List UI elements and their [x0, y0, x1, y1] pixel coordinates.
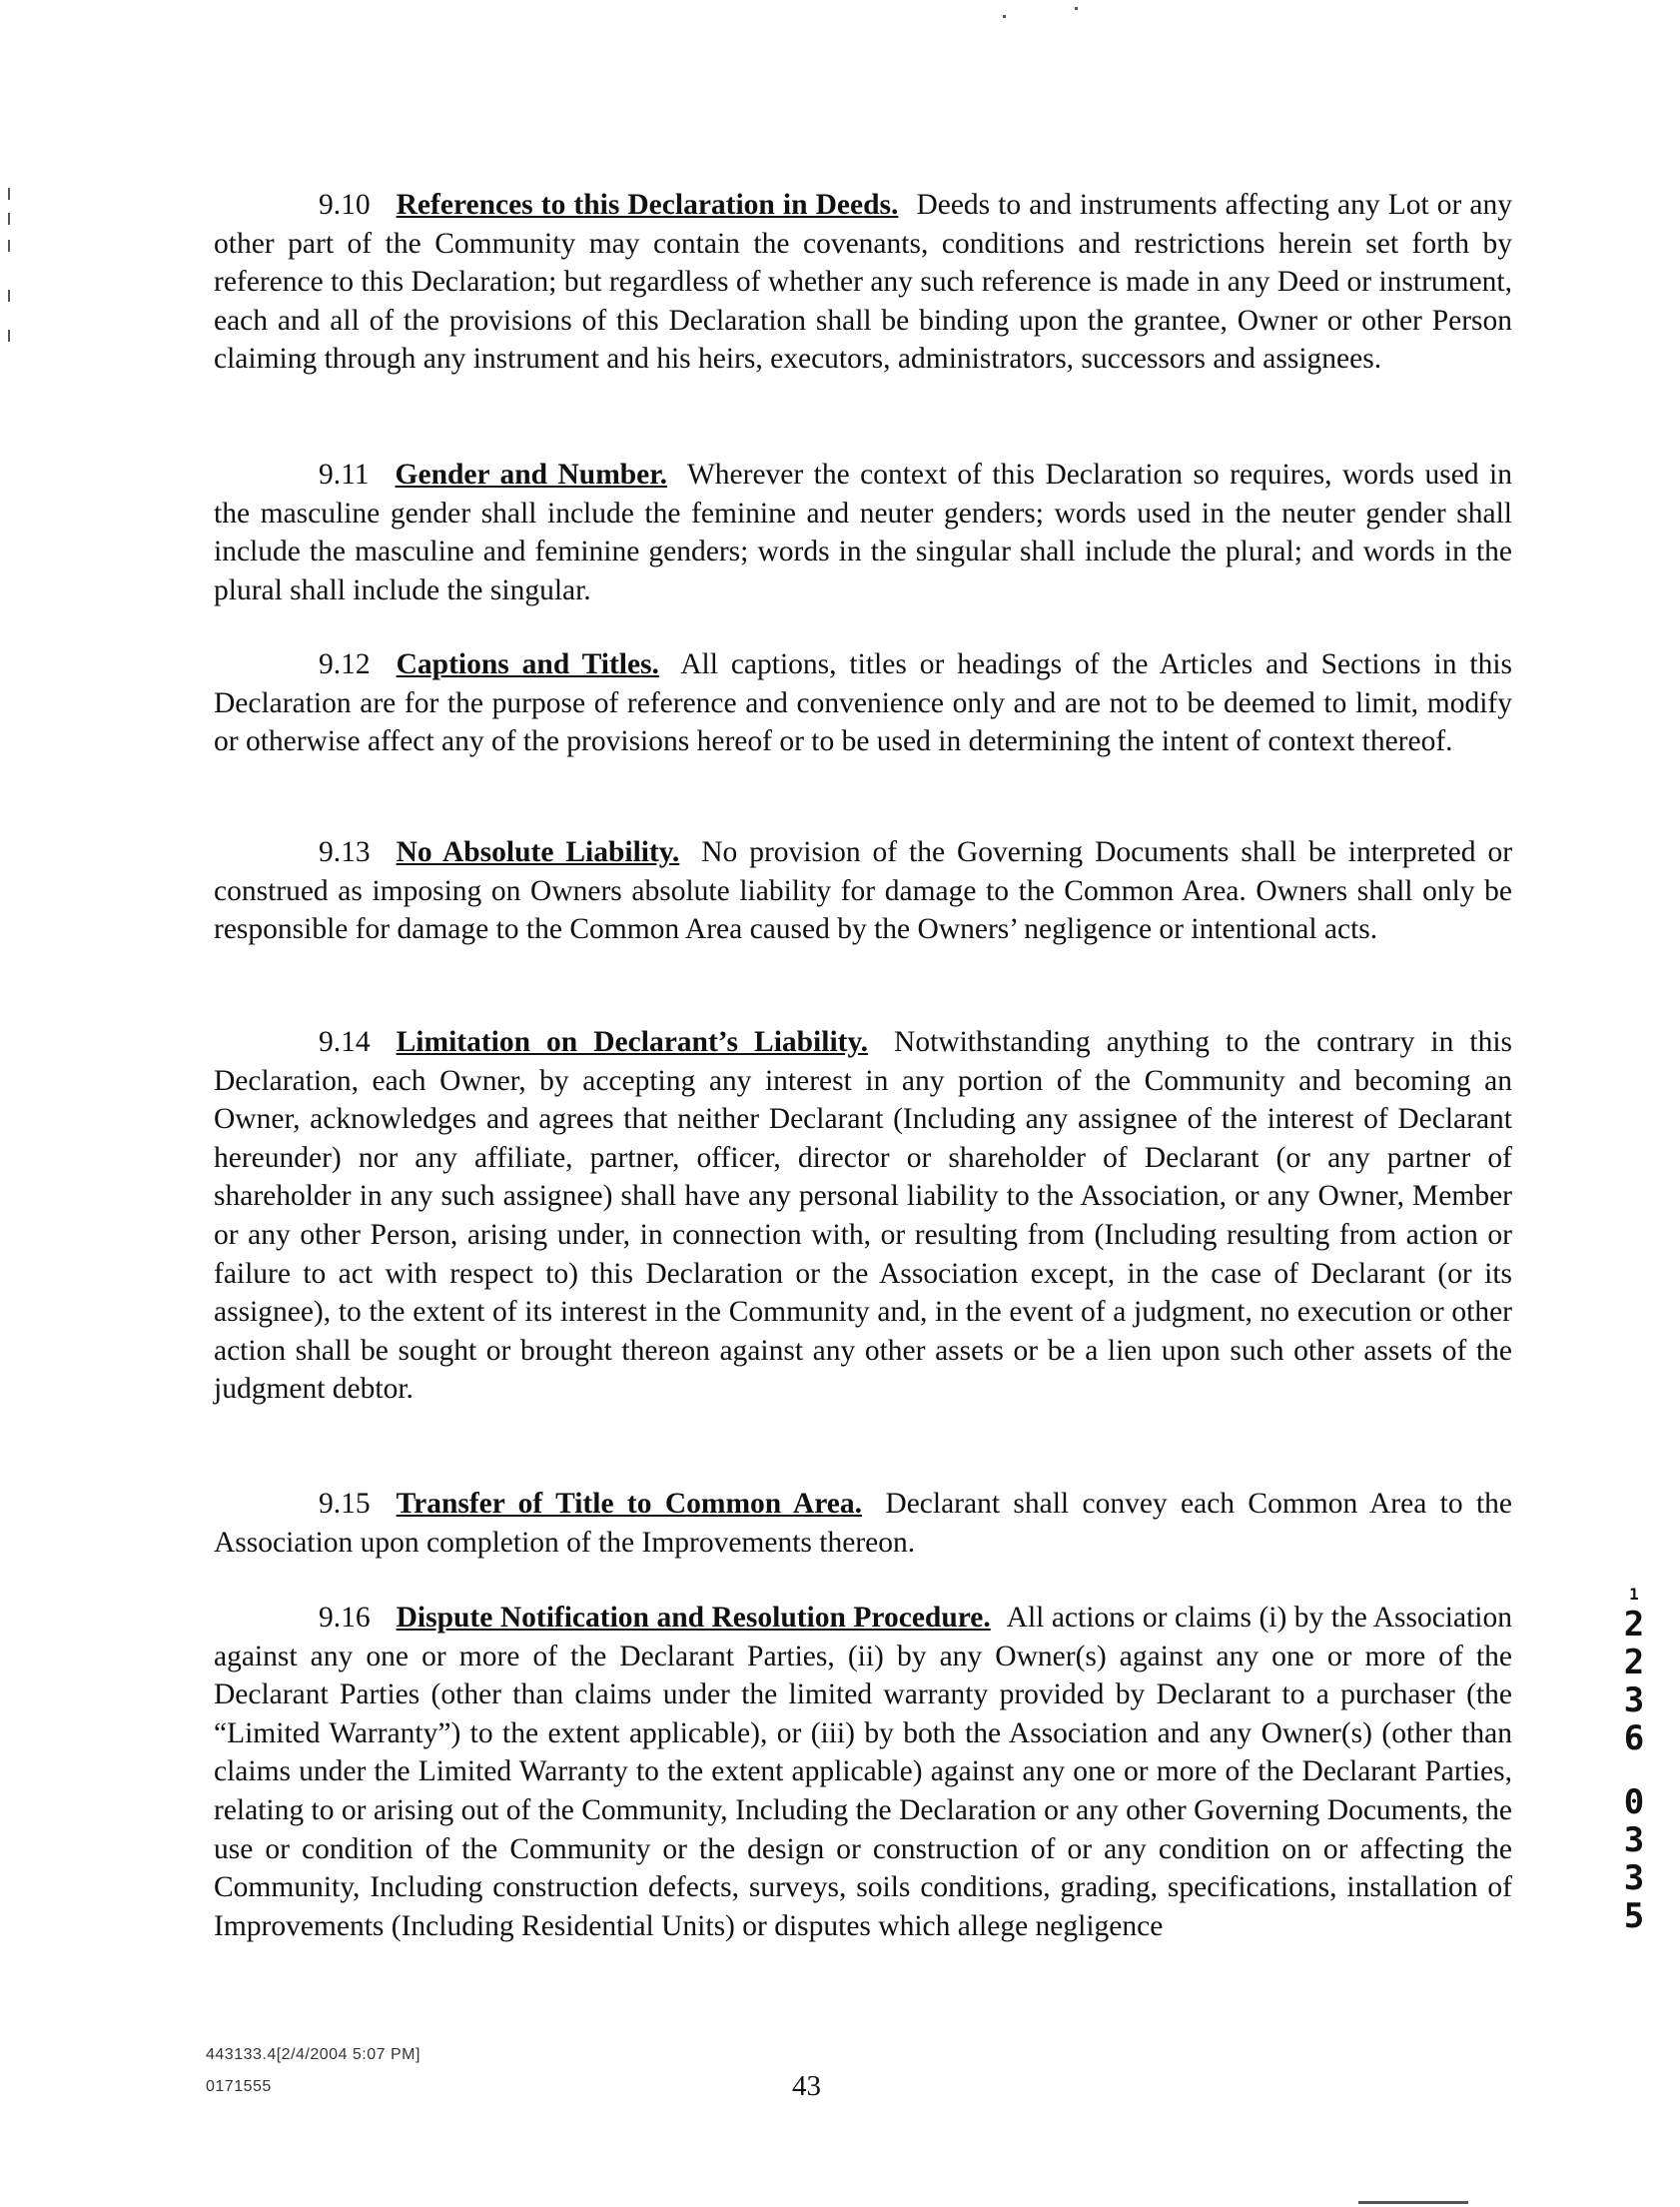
stamp-digit: 6: [1623, 1718, 1645, 1758]
section-number: 9.15: [319, 1488, 371, 1520]
stamp-digit: 0: [1623, 1782, 1645, 1822]
scan-speck: [1003, 15, 1006, 18]
margin-tick: [8, 240, 10, 252]
margin-tick: [8, 330, 10, 342]
section-number: 9.14: [319, 1026, 371, 1058]
stamp-digit: 2: [1623, 1605, 1645, 1645]
stamp-mark: 1: [1629, 1585, 1639, 1604]
section-text: All captions, titles or headings of the Articles and Sections in this Declaration are for the purpose of reference and convenience only and are not to be deemed to limit, modify or otherwise affect any of the provisions hereof or to be used in determining the intent of context thereof.: [214, 648, 1512, 758]
section-text: Declarant shall convey each Common Area to the Association upon completion of the Improvements thereon.: [214, 1488, 1512, 1559]
section-9-10: [214, 186, 1512, 379]
margin-tick: [8, 213, 10, 225]
section-9-15: [214, 1485, 1512, 1562]
bottom-edge-mark: [1358, 2201, 1468, 2204]
section-9-14: [214, 1023, 1512, 1409]
section-9-11: [214, 456, 1512, 609]
margin-tick: [8, 290, 10, 302]
scan-speck: [1075, 7, 1078, 10]
section-number: 9.16: [319, 1602, 371, 1634]
stamp-digit: 3: [1623, 1820, 1645, 1860]
stamp-digit: 3: [1623, 1680, 1645, 1720]
section-heading: Captions and Titles.: [396, 648, 659, 680]
section-number: 9.11: [319, 459, 370, 491]
margin-tick: [8, 188, 10, 200]
section-number: 9.12: [319, 648, 371, 680]
stamp-digit: 5: [1623, 1896, 1645, 1936]
section-text: No provision of the Governing Documents shall be interpreted or construed as imposing on Owners absolute liability for damage to the Common Area. Owners shall only be responsible for damage to the Common Area caused by the Owners’ negligence or intentional acts.: [214, 836, 1513, 946]
section-9-16: [214, 1599, 1512, 1945]
section-heading: Gender and Number.: [395, 459, 668, 491]
section-heading: References to this Declaration in Deeds.: [396, 189, 899, 221]
side-recording-stamp: [1616, 1584, 1652, 1935]
page-number: 43: [792, 2070, 821, 2102]
footer-file-number: 0171555: [206, 2078, 272, 2095]
section-text: Notwithstanding anything to the contrary in this Declaration, each Owner, by accepting any interest in any portion of the Community and becoming an Owner, acknowledges and agrees that neither Declarant (Including any assignee of the interest of Declarant hereunder) nor any affiliate, partner, officer, director or shareholder of Declarant (or any partner of shareholder in any such assignee) shall have any personal liability to the Association, or any Owner, Member or any other Person, arising under, in connection with, or resulting from (Including resulting from action or failure to act with respect to) this Declaration or the Association except, in the case of Declarant (or its assignee), to the extent of its interest in the Community and, in the event of a judgment, no execution or other action shall be sought or brought thereon against any other assets or be a lien upon such other assets of the judgment debtor.: [214, 1026, 1513, 1406]
section-heading: No Absolute Liability.: [396, 836, 680, 868]
section-text: Deeds to and instruments affecting any Lot or any other part of the Community may contain the covenants, conditions and restrictions herein set forth by reference to this Declaration; but regardless of whether any such reference is made in any Deed or instrument, each and all of the provisions of this Declaration shall be binding upon the grantee, Owner or other Person claiming through any instrument and his heirs, executors, administrators, successors and assignees.: [214, 189, 1512, 376]
section-9-13: [214, 833, 1512, 949]
section-number: 9.13: [319, 836, 371, 868]
section-heading: Dispute Notification and Resolution Procedure.: [396, 1602, 991, 1634]
section-heading: Limitation on Declarant’s Liability.: [396, 1026, 868, 1058]
stamp-digit: 3: [1623, 1858, 1645, 1898]
section-text: Wherever the context of this Declaration so requires, words used in the masculine gender shall include the feminine and neuter genders; words used in the neuter gender shall include the masculine and feminine genders; words in the singular shall include the plural; and words in the plural shall include the singular.: [214, 459, 1512, 606]
section-heading: Transfer of Title to Common Area.: [396, 1488, 863, 1520]
section-text: All actions or claims (i) by the Association against any one or more of the Declarant Parties, (ii) by any Owner(s) against any one or more of the Declarant Parties (other than claims under the limited warranty provided by Declarant to a purchaser (the “Limited Warranty”) to the extent applicable), or (iii) by both the Association and any Owner(s) (other than claims under the Limited Warranty to the extent applicable) against any one or more of the Declarant Parties, relating to or arising out of the Community, Including the Declaration or any other Governing Documents, the use or condition of the Community or the design or construction of or any condition on or affecting the Community, Including construction defects, surveys, soils conditions, grading, specifications, installation of Improvements (Including Residential Units) or disputes which allege negligence: [214, 1602, 1512, 1942]
section-9-12: [214, 645, 1512, 761]
section-number: 9.10: [319, 189, 371, 221]
stamp-digit: 2: [1623, 1643, 1645, 1682]
footer-doc-ref: 443133.4[2/4/2004 5:07 PM]: [206, 2046, 420, 2063]
